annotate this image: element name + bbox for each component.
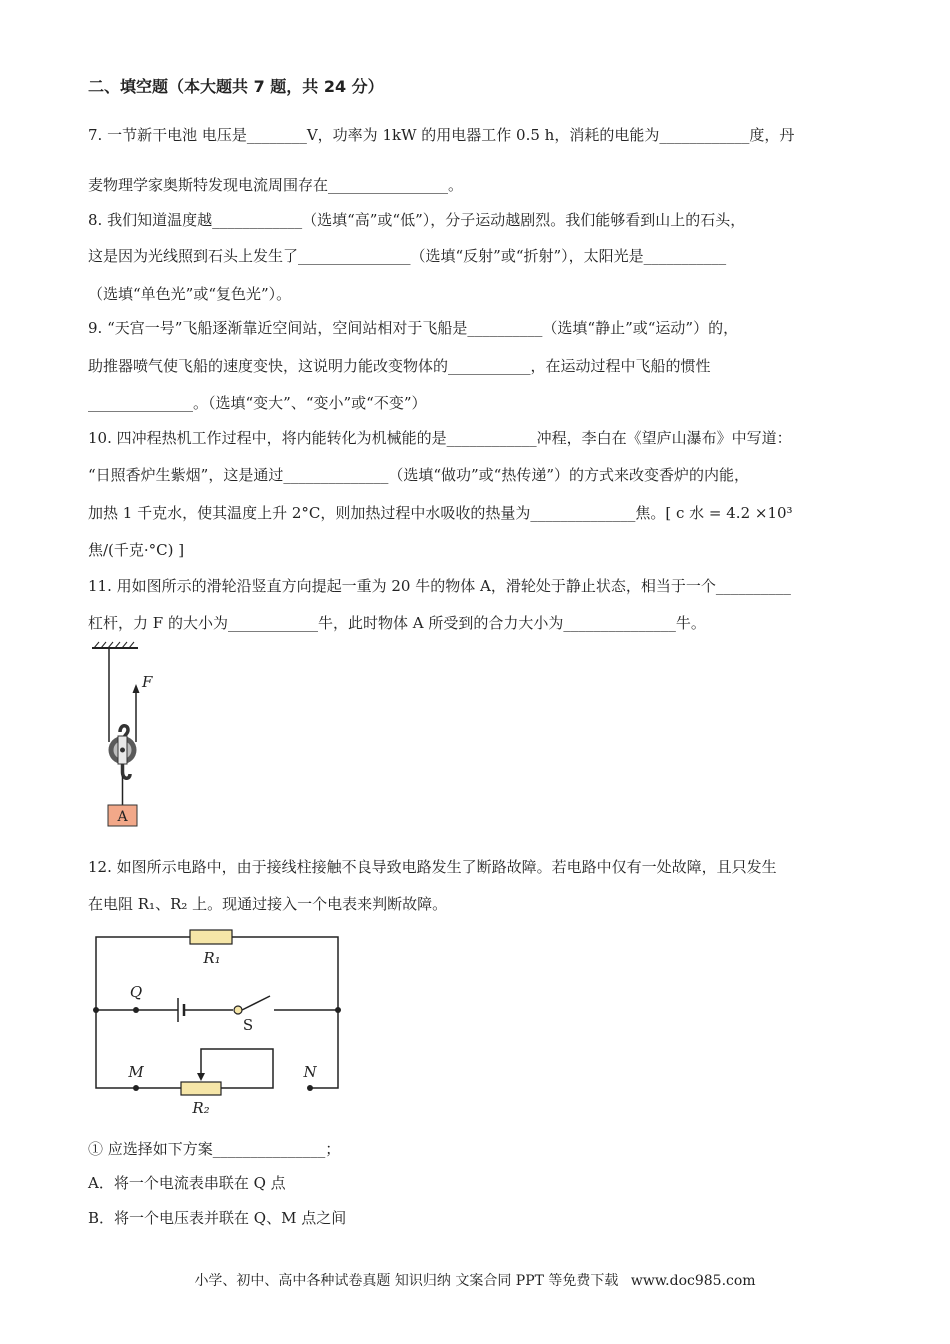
battery [178, 998, 184, 1022]
q12-option-b: B．将一个电压表并联在 Q、M 点之间 [88, 1209, 347, 1227]
footer [0, 1270, 950, 1290]
resistor-r1 [190, 930, 232, 944]
switch-label: S [242, 1016, 254, 1034]
junction-left [93, 1007, 99, 1013]
q-label: Q [129, 983, 143, 1001]
q8-line-2: 这是因为光线照到石头上发生了_______________（选填“反射”或“折射”），太阳光是___________ [88, 247, 727, 265]
footer-url[interactable]: www.doc985.com [630, 1273, 756, 1289]
q10-line-2: “日照香炉生紫烟”，这是通过______________（选填“做功”或“热传递”）的方式来改变香炉的内能， [88, 466, 750, 484]
point-n [307, 1085, 313, 1091]
bottom-hook [123, 764, 131, 778]
q7-line-1: 7. 一节新干电池 电压是________V，功率为 1kW 的用电器工作 0.5 h，消耗的电能为____________度，丹 [88, 126, 795, 144]
r1-label: R₁ [203, 949, 221, 967]
footer-text: 小学、初中、高中各种试卷真题 知识归纳 文案合同 PPT 等免费下载 [194, 1273, 619, 1289]
switch-pivot [234, 1006, 242, 1014]
section-heading: 二、填空题（本大题共 7 题，共 24 分） [88, 77, 384, 96]
point-m [133, 1085, 139, 1091]
q7-line-2: 麦物理学家奥斯特发现电流周围存在________________。 [88, 176, 464, 194]
q12-option-a: A．将一个电流表串联在 Q 点 [88, 1174, 286, 1192]
q10-line-4: 焦/(千克·°C) ] [88, 541, 185, 559]
n-label: N [303, 1063, 317, 1081]
r2-label: R₂ [192, 1099, 210, 1117]
force-label: F [142, 673, 153, 691]
q12-sub-1: ① 应选择如下方案_______________； [88, 1140, 341, 1158]
q11-line-1: 11. 用如图所示的滑轮沿竖直方向提起一重为 20 牛的物体 A，滑轮处于静止状态，相当于一个__________ [88, 577, 791, 595]
q8-line-3: （选填“单色光”或“复色光”）。 [88, 285, 292, 303]
junction-right [335, 1007, 341, 1013]
q9-line-3: ______________。（选填“变大”、“变小”或“不变”） [88, 394, 427, 412]
slider-arrow [197, 1073, 205, 1081]
block-label: A [117, 809, 128, 825]
pulley-figure [88, 640, 178, 835]
arrow-head [133, 684, 140, 693]
q9-line-1: 9. “天宫一号”飞船逐渐靠近空间站，空间站相对于飞船是__________（选填“静止”或“运动”）的， [88, 319, 739, 337]
q9-line-2: 助推器喷气使飞船的速度变快，这说明力能改变物体的___________，在运动过程中飞船的惯性 [88, 357, 711, 375]
q12-line-2: 在电阻 R₁、R₂ 上。现通过接入一个电表来判断故障。 [88, 895, 448, 913]
q12-line-1: 12. 如图所示电路中，由于接线柱接触不良导致电路发生了断路故障。若电路中仅有一处故障，且只发生 [88, 858, 777, 876]
m-label: M [128, 1063, 144, 1081]
q10-line-1: 10. 四冲程热机工作过程中，将内能转化为机械能的是____________冲程，李白在《望庐山瀑布》中写道： [88, 429, 792, 447]
rheostat-r2 [181, 1082, 221, 1095]
circuit-figure [88, 925, 348, 1120]
q10-line-3: 加热 1 千克水，使其温度上升 2°C，则加热过程中水吸收的热量为______________焦。[ c 水 = 4.2 ×10³ [88, 504, 793, 522]
q8-line-1: 8. 我们知道温度越____________（选填“高”或“低”），分子运动越剧烈。我们能够看到山上的石头， [88, 211, 746, 229]
ceiling [92, 642, 138, 648]
pulley-wheel [109, 736, 137, 764]
point-q [133, 1007, 139, 1013]
q11-line-2: 杠杆，力 F 的大小为____________牛，此时物体 A 所受到的合力大小为_______________牛。 [88, 614, 706, 632]
